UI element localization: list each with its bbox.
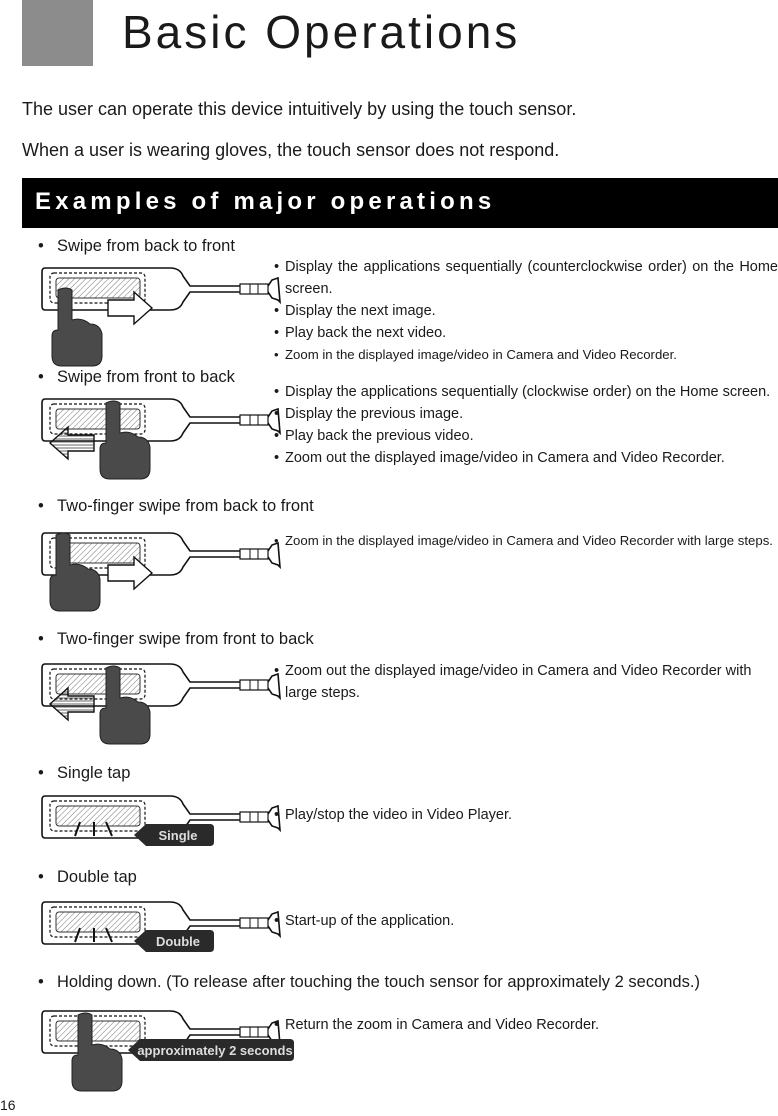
operation-label-double-tap: • Double tap [38, 868, 137, 886]
touch-sensor-device-icon [40, 658, 300, 746]
operation-label-swipe-front-back: • Swipe from front to back [38, 368, 235, 386]
touch-sensor-device-icon [40, 527, 300, 615]
operation-label-swipe-back-front: • Swipe from back to front [38, 237, 235, 255]
touch-sensor-device-icon [40, 790, 300, 878]
svg-text:approximately 2 seconds: approximately 2 seconds [137, 1043, 293, 1058]
operation-label-two-finger-back-front: • Two-finger swipe from back to front [38, 497, 314, 515]
operation-desc-single-tap: • Play/stop the video in Video Player. [274, 807, 513, 823]
intro-line-2: When a user is wearing gloves, the touch sensor does not respond. [22, 140, 560, 160]
page-number: 16 [0, 1097, 16, 1113]
operation-label-two-finger-front-back: • Two-finger swipe from front to back [38, 630, 314, 648]
svg-text:Single: Single [158, 828, 198, 843]
intro-line-1: The user can operate this device intuitively by using the touch sensor. [22, 99, 577, 119]
section-title: Examples of major operations [35, 188, 496, 215]
operation-desc-swipe-front-back: • Display the applications sequentially (clockwise order) on the Home screen. • Display the previous image. • Play back the previous video. • Zoom out the displayed image/video in Camera and Video Recorder. [274, 384, 771, 466]
touch-sensor-device-icon [40, 896, 300, 984]
operation-desc-double-tap: • Start-up of the application. [274, 913, 455, 929]
page-title: Basic Operations [122, 6, 521, 58]
touch-sensor-device-icon [40, 393, 300, 481]
operation-label-holding-down: • Holding down. (To release after touching the touch sensor for approximately 2 seconds.) [38, 973, 700, 991]
operation-label-single-tap: • Single tap [38, 764, 131, 782]
operation-desc-swipe-back-front: • Display the applications sequentially (counterclockwise order) on the Home screen. • Display the next image. • Play back the next video. • Zoom in the displayed image/video in Camera and Video Recorder. [274, 259, 778, 362]
touch-sensor-device-icon [40, 262, 300, 350]
section-header [22, 178, 778, 228]
svg-text:Double: Double [155, 934, 201, 949]
operation-desc-two-finger-front-back: • Zoom out the displayed image/video in Camera and Video Recorder with large steps. [274, 663, 752, 701]
touch-sensor-device-icon [40, 1005, 300, 1093]
operation-desc-two-finger-back-front: • Zoom in the displayed image/video in Camera and Video Recorder with large steps. [274, 533, 773, 548]
operation-desc-holding-down: • Return the zoom in Camera and Video Recorder. [274, 1017, 600, 1033]
title-square [22, 0, 93, 66]
